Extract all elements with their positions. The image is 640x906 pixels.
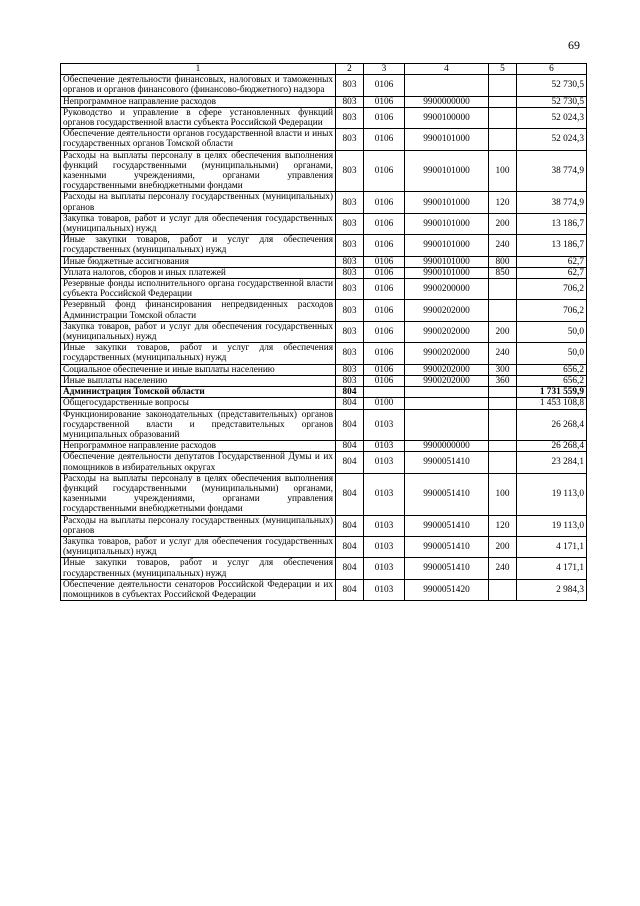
cell-target-article: 9900200000 <box>405 279 489 300</box>
cell-section-code: 0103 <box>364 473 405 515</box>
table-row <box>61 150 587 192</box>
cell-target-article <box>405 409 489 441</box>
cell-amount: 2 984,3 <box>517 579 587 600</box>
table-row <box>61 343 587 364</box>
table-row <box>61 375 587 386</box>
cell-amount: 52 024,3 <box>517 129 587 150</box>
cell-section-code: 0103 <box>364 452 405 473</box>
column-header: 6 <box>517 64 587 75</box>
cell-description: Закупка товаров, работ и услуг для обеспечения государственных (муниципальных) нужд <box>61 536 336 557</box>
cell-description: Иные закупки товаров, работ и услуг для обеспечения государственных (муниципальных) нужд <box>61 343 336 364</box>
table-row <box>61 129 587 150</box>
cell-section-code: 0100 <box>364 398 405 409</box>
column-header: 4 <box>405 64 489 75</box>
cell-amount: 13 186,7 <box>517 213 587 234</box>
table-row <box>61 579 587 600</box>
table-row <box>61 536 587 557</box>
cell-description: Закупка товаров, работ и услуг для обеспечения государственных (муниципальных) нужд <box>61 213 336 234</box>
cell-description: Обеспечение деятельности сенаторов Российской Федерации и их помощников в субъектах Российской Федерации <box>61 579 336 600</box>
cell-target-article: 9900202000 <box>405 375 489 386</box>
cell-amount: 19 113,0 <box>517 515 587 536</box>
cell-section-code: 0103 <box>364 558 405 579</box>
cell-description: Расходы на выплаты персоналу в целях обеспечения выполнения функций государственными (муниципальными) органами, казенными учреждениями, органами управления государственными внебюджетными фондами <box>61 150 336 192</box>
cell-section-code: 0103 <box>364 441 405 452</box>
cell-description: Иные бюджетные ассигнования <box>61 256 336 267</box>
cell-expense-type <box>489 129 517 150</box>
cell-description: Непрограммное направление расходов <box>61 96 336 107</box>
cell-expense-type <box>489 300 517 321</box>
cell-expense-type: 800 <box>489 256 517 267</box>
cell-section-code <box>364 387 405 398</box>
table-row <box>61 409 587 441</box>
cell-expense-type: 120 <box>489 192 517 213</box>
table-row <box>61 473 587 515</box>
cell-expense-type <box>489 279 517 300</box>
cell-amount: 1 453 108,8 <box>517 398 587 409</box>
cell-section-code: 0106 <box>364 150 405 192</box>
cell-section-code: 0106 <box>364 235 405 256</box>
cell-amount: 4 171,1 <box>517 536 587 557</box>
cell-target-article: 9900202000 <box>405 343 489 364</box>
cell-expense-type: 360 <box>489 375 517 386</box>
cell-description: Расходы на выплаты персоналу государственных (муниципальных) органов <box>61 192 336 213</box>
cell-ministry-code: 803 <box>336 150 364 192</box>
cell-section-code: 0106 <box>364 343 405 364</box>
table-row <box>61 398 587 409</box>
table-row <box>61 321 587 342</box>
cell-description: Обеспечение деятельности органов государственной власти и иных государственных органов Томской области <box>61 129 336 150</box>
cell-description: Иные выплаты населению <box>61 375 336 386</box>
cell-expense-type: 240 <box>489 558 517 579</box>
cell-description: Уплата налогов, сборов и иных платежей <box>61 267 336 278</box>
cell-ministry-code: 804 <box>336 441 364 452</box>
cell-expense-type <box>489 441 517 452</box>
cell-target-article <box>405 75 489 96</box>
cell-target-article: 9900051410 <box>405 558 489 579</box>
cell-description: Функционирование законодательных (представительных) органов государственной власти и представительных органов муниципальных образований <box>61 409 336 441</box>
table-row <box>61 256 587 267</box>
cell-amount: 52 730,5 <box>517 96 587 107</box>
cell-target-article: 9900100000 <box>405 107 489 128</box>
cell-description: Резервные фонды исполнительного органа государственной власти субъекта Российской Федерации <box>61 279 336 300</box>
table-row <box>61 107 587 128</box>
cell-expense-type: 200 <box>489 536 517 557</box>
cell-description: Руководство и управление в сфере установленных функций органов государственной власти субъекта Российской Федерации <box>61 107 336 128</box>
budget-table <box>60 63 587 601</box>
table-row <box>61 364 587 375</box>
cell-expense-type <box>489 452 517 473</box>
cell-amount: 62,7 <box>517 267 587 278</box>
cell-ministry-code: 803 <box>336 213 364 234</box>
cell-expense-type <box>489 387 517 398</box>
table-row <box>61 452 587 473</box>
cell-target-article: 9900051410 <box>405 452 489 473</box>
cell-amount: 706,2 <box>517 279 587 300</box>
cell-description: Администрация Томской области <box>61 387 336 398</box>
cell-section-code: 0106 <box>364 129 405 150</box>
cell-target-article: 9900101000 <box>405 192 489 213</box>
table-row <box>61 235 587 256</box>
cell-amount: 13 186,7 <box>517 235 587 256</box>
column-header: 3 <box>364 64 405 75</box>
cell-expense-type: 200 <box>489 213 517 234</box>
cell-section-code: 0106 <box>364 256 405 267</box>
cell-description: Расходы на выплаты персоналу государственных (муниципальных) органов <box>61 515 336 536</box>
cell-expense-type <box>489 75 517 96</box>
cell-description: Обеспечение деятельности финансовых, налоговых и таможенных органов и органов финансового (финансово-бюджетного) надзора <box>61 75 336 96</box>
cell-ministry-code: 804 <box>336 452 364 473</box>
cell-expense-type: 240 <box>489 343 517 364</box>
cell-amount: 19 113,0 <box>517 473 587 515</box>
cell-ministry-code: 804 <box>336 579 364 600</box>
cell-ministry-code: 804 <box>336 515 364 536</box>
cell-section-code: 0106 <box>364 321 405 342</box>
cell-expense-type: 850 <box>489 267 517 278</box>
cell-amount: 706,2 <box>517 300 587 321</box>
cell-amount: 656,2 <box>517 375 587 386</box>
table-header-row <box>61 64 587 75</box>
table-row <box>61 96 587 107</box>
cell-description: Иные закупки товаров, работ и услуг для обеспечения государственных (муниципальных) нужд <box>61 558 336 579</box>
cell-target-article: 9900101000 <box>405 267 489 278</box>
cell-expense-type: 120 <box>489 515 517 536</box>
column-header: 2 <box>336 64 364 75</box>
cell-description: Расходы на выплаты персоналу в целях обеспечения выполнения функций государственными (муниципальными) органами, казенными учреждениями, органами управления государственными внебюджетными фондами <box>61 473 336 515</box>
cell-target-article: 9900051410 <box>405 473 489 515</box>
cell-section-code: 0106 <box>364 75 405 96</box>
cell-section-code: 0106 <box>364 375 405 386</box>
cell-target-article: 9900051420 <box>405 579 489 600</box>
table-row <box>61 515 587 536</box>
cell-ministry-code: 803 <box>336 235 364 256</box>
cell-section-code: 0103 <box>364 536 405 557</box>
table-row <box>61 558 587 579</box>
cell-expense-type: 200 <box>489 321 517 342</box>
cell-description: Непрограммное направление расходов <box>61 441 336 452</box>
column-header: 1 <box>61 64 336 75</box>
cell-expense-type: 100 <box>489 150 517 192</box>
table-row <box>61 267 587 278</box>
cell-amount: 38 774,9 <box>517 192 587 213</box>
table-row <box>61 387 587 398</box>
cell-description: Иные закупки товаров, работ и услуг для обеспечения государственных (муниципальных) нужд <box>61 235 336 256</box>
cell-ministry-code: 803 <box>336 267 364 278</box>
cell-section-code: 0106 <box>364 192 405 213</box>
cell-description: Резервный фонд финансирования непредвиденных расходов Администрации Томской области <box>61 300 336 321</box>
cell-target-article <box>405 398 489 409</box>
cell-section-code: 0106 <box>364 300 405 321</box>
table-row <box>61 279 587 300</box>
cell-target-article <box>405 387 489 398</box>
cell-target-article: 9900051410 <box>405 515 489 536</box>
cell-section-code: 0103 <box>364 515 405 536</box>
cell-target-article: 9900101000 <box>405 150 489 192</box>
cell-amount: 52 730,5 <box>517 75 587 96</box>
cell-ministry-code: 804 <box>336 473 364 515</box>
cell-target-article: 9900101000 <box>405 256 489 267</box>
cell-description: Закупка товаров, работ и услуг для обеспечения государственных (муниципальных) нужд <box>61 321 336 342</box>
cell-description: Обеспечение деятельности депутатов Государственной Думы и их помощников в избирательных округах <box>61 452 336 473</box>
cell-expense-type <box>489 579 517 600</box>
cell-expense-type <box>489 398 517 409</box>
cell-ministry-code: 803 <box>336 75 364 96</box>
cell-target-article: 9900202000 <box>405 300 489 321</box>
cell-target-article: 9900202000 <box>405 321 489 342</box>
cell-ministry-code: 803 <box>336 107 364 128</box>
cell-ministry-code: 804 <box>336 387 364 398</box>
cell-target-article: 9900101000 <box>405 235 489 256</box>
cell-ministry-code: 803 <box>336 364 364 375</box>
table-body <box>61 75 587 601</box>
cell-ministry-code: 804 <box>336 409 364 441</box>
cell-expense-type: 300 <box>489 364 517 375</box>
table-row <box>61 213 587 234</box>
cell-ministry-code: 803 <box>336 279 364 300</box>
cell-section-code: 0103 <box>364 579 405 600</box>
cell-ministry-code: 803 <box>336 300 364 321</box>
cell-ministry-code: 804 <box>336 558 364 579</box>
cell-section-code: 0106 <box>364 364 405 375</box>
cell-amount: 50,0 <box>517 343 587 364</box>
cell-section-code: 0106 <box>364 267 405 278</box>
cell-target-article: 9900101000 <box>405 129 489 150</box>
cell-expense-type <box>489 107 517 128</box>
cell-expense-type: 100 <box>489 473 517 515</box>
cell-amount: 23 284,1 <box>517 452 587 473</box>
cell-target-article: 9900051410 <box>405 536 489 557</box>
table-row <box>61 300 587 321</box>
cell-ministry-code: 803 <box>336 96 364 107</box>
cell-section-code: 0106 <box>364 96 405 107</box>
cell-amount: 62,7 <box>517 256 587 267</box>
cell-ministry-code: 803 <box>336 343 364 364</box>
column-header: 5 <box>489 64 517 75</box>
cell-ministry-code: 803 <box>336 192 364 213</box>
cell-ministry-code: 804 <box>336 536 364 557</box>
page-number: 69 <box>568 38 580 52</box>
cell-amount: 1 731 559,9 <box>517 387 587 398</box>
cell-description: Общегосударственные вопросы <box>61 398 336 409</box>
table-row <box>61 192 587 213</box>
cell-amount: 26 268,4 <box>517 441 587 452</box>
table-row <box>61 75 587 96</box>
cell-expense-type <box>489 96 517 107</box>
cell-ministry-code: 803 <box>336 375 364 386</box>
cell-amount: 50,0 <box>517 321 587 342</box>
cell-description: Социальное обеспечение и иные выплаты населению <box>61 364 336 375</box>
cell-ministry-code: 804 <box>336 398 364 409</box>
cell-ministry-code: 803 <box>336 256 364 267</box>
cell-section-code: 0106 <box>364 213 405 234</box>
cell-amount: 4 171,1 <box>517 558 587 579</box>
cell-expense-type: 240 <box>489 235 517 256</box>
cell-target-article: 9900000000 <box>405 96 489 107</box>
cell-amount: 656,2 <box>517 364 587 375</box>
cell-section-code: 0106 <box>364 107 405 128</box>
cell-section-code: 0106 <box>364 279 405 300</box>
cell-expense-type <box>489 409 517 441</box>
cell-ministry-code: 803 <box>336 129 364 150</box>
table-row <box>61 441 587 452</box>
cell-amount: 52 024,3 <box>517 107 587 128</box>
cell-section-code: 0103 <box>364 409 405 441</box>
cell-amount: 26 268,4 <box>517 409 587 441</box>
cell-target-article: 9900000000 <box>405 441 489 452</box>
cell-ministry-code: 803 <box>336 321 364 342</box>
cell-target-article: 9900101000 <box>405 213 489 234</box>
cell-target-article: 9900202000 <box>405 364 489 375</box>
cell-amount: 38 774,9 <box>517 150 587 192</box>
